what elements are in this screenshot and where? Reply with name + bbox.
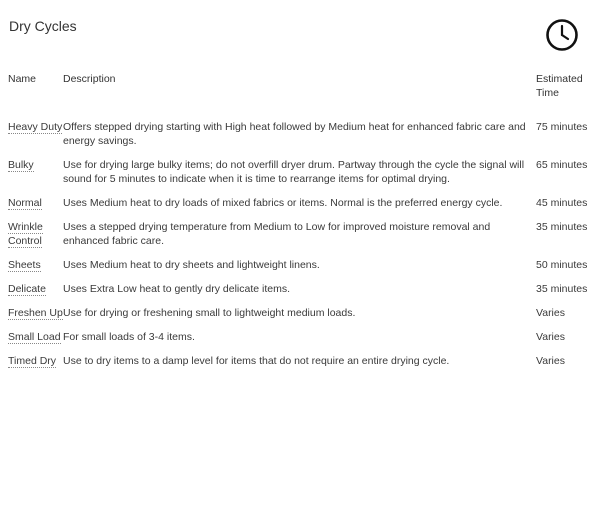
cycle-name[interactable] bbox=[8, 158, 63, 196]
cycle-description: Offers stepped drying starting with High heat followed by Medium heat for enhanced fabric care and energy savings. bbox=[63, 121, 526, 147]
table-header-row bbox=[8, 72, 590, 120]
table-row bbox=[8, 120, 590, 158]
cycle-time: Varies bbox=[536, 331, 565, 343]
cycle-time: Varies bbox=[536, 355, 565, 367]
cycle-name-link[interactable]: Freshen Up bbox=[8, 307, 63, 319]
table-row bbox=[8, 330, 590, 354]
cycle-description: Use for drying large bulky items; do not overfill dryer drum. Partway through the cycle the signal will sound for 5 minutes to indicate when it is time to rearrange items for optimal drying. bbox=[63, 159, 525, 185]
table-row bbox=[8, 220, 590, 258]
cycle-name[interactable] bbox=[8, 306, 63, 330]
cycle-time: Varies bbox=[536, 307, 565, 319]
cycle-name-link[interactable]: Delicate bbox=[8, 283, 46, 295]
cycle-name[interactable] bbox=[8, 220, 63, 258]
cycle-description: Uses Extra Low heat to gently dry delicate items. bbox=[63, 283, 291, 295]
cycle-name-link[interactable]: Normal bbox=[8, 197, 42, 209]
cycle-name[interactable] bbox=[8, 330, 63, 354]
cycle-name[interactable] bbox=[8, 196, 63, 220]
column-header-description: Description bbox=[63, 73, 116, 85]
cycle-name-link[interactable]: Heavy Duty bbox=[8, 121, 63, 133]
table-row bbox=[8, 158, 590, 196]
table-row bbox=[8, 282, 590, 306]
column-header-name: Name bbox=[8, 73, 37, 85]
cycle-name[interactable] bbox=[8, 282, 63, 306]
cycle-name-link[interactable]: Sheets bbox=[8, 259, 41, 271]
cycle-description: Uses Medium heat to dry sheets and lightweight linens. bbox=[63, 259, 320, 271]
cycle-time: 35 minutes bbox=[536, 283, 588, 295]
cycle-description: For small loads of 3-4 items. bbox=[63, 331, 195, 343]
dry-cycles-table bbox=[8, 72, 590, 378]
table-row bbox=[8, 196, 590, 220]
column-header-estimated-time: Estimated Time bbox=[536, 73, 583, 99]
cycle-description: Uses a stepped drying temperature from Medium to Low for improved moisture removal and enhanced fabric care. bbox=[63, 221, 491, 247]
page-title: Dry Cycles bbox=[9, 18, 77, 34]
cycle-name-link[interactable]: Bulky bbox=[8, 159, 34, 171]
cycle-time: 50 minutes bbox=[536, 259, 588, 271]
table-row bbox=[8, 258, 590, 282]
cycle-time: 75 minutes bbox=[536, 121, 588, 133]
table-row bbox=[8, 354, 590, 378]
cycle-description: Use for drying or freshening small to lightweight medium loads. bbox=[63, 307, 356, 319]
cycle-time: 45 minutes bbox=[536, 197, 588, 209]
cycle-name[interactable] bbox=[8, 354, 63, 378]
cycle-name[interactable] bbox=[8, 258, 63, 282]
cycle-name-link[interactable]: Small Load bbox=[8, 331, 61, 343]
cycle-time: 65 minutes bbox=[536, 159, 588, 171]
cycle-time: 35 minutes bbox=[536, 221, 588, 233]
cycle-name-link[interactable]: Wrinkle Control bbox=[8, 221, 43, 247]
cycle-description: Use to dry items to a damp level for items that do not require an entire drying cycle. bbox=[63, 355, 450, 367]
table-row bbox=[8, 306, 590, 330]
cycle-name[interactable] bbox=[8, 120, 63, 158]
clock-icon bbox=[545, 18, 579, 52]
cycle-name-link[interactable]: Timed Dry bbox=[8, 355, 57, 367]
cycle-description: Uses Medium heat to dry loads of mixed fabrics or items. Normal is the preferred energy cycle. bbox=[63, 197, 503, 209]
